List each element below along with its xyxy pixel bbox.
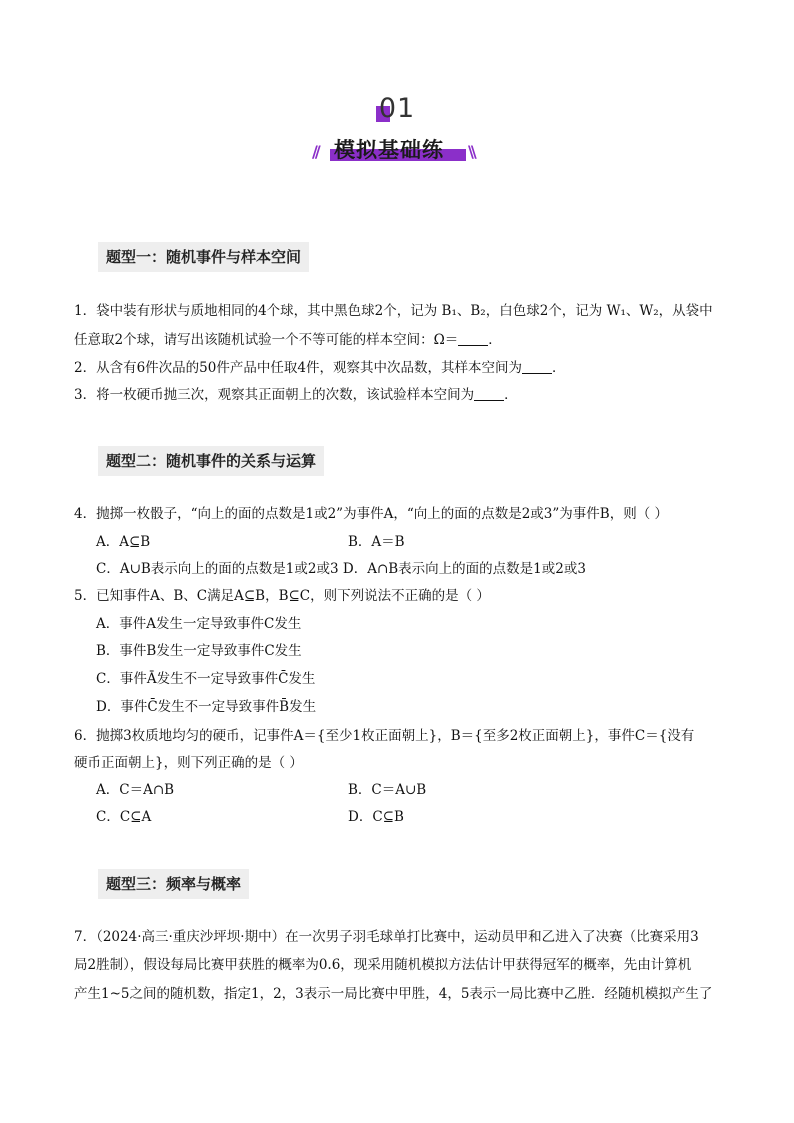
chapter-header bbox=[0, 92, 794, 128]
question-6-line-2: 硬币正面朝上}，则下列正确的是（ ） bbox=[74, 755, 303, 771]
question-2: 2．从含有6件次品的50件产品中任取4件，观察其中次品数，其样本空间为 ． bbox=[74, 360, 566, 376]
answer-blank bbox=[474, 386, 504, 401]
question-5-option-b: B．事件B发生一定导致事件C发生 bbox=[96, 643, 302, 659]
answer-blank bbox=[522, 359, 552, 374]
chapter-title: 模拟基础练 bbox=[334, 138, 444, 162]
question-4: 4．抛掷一枚骰子，“向上的面的点数是1或2”为事件A，“向上的面的点数是2或3”为事件B，则（ ） bbox=[74, 506, 669, 522]
question-5-option-c: C．事件Ā发生不一定导致事件C̄发生 bbox=[96, 671, 316, 687]
section-heading-3: 题型三：频率与概率 bbox=[98, 869, 249, 899]
question-4-option-a: A．A⊆B bbox=[96, 534, 151, 550]
question-7-line-2: 局2胜制），假设每局比赛甲获胜的概率为0.6，现采用随机模拟方法估计甲获得冠军的概率，先由计算机 bbox=[74, 957, 692, 973]
question-6-option-b: B．C＝A∪B bbox=[348, 782, 427, 798]
question-5-option-d: D．事件C̄发生不一定导致事件B̄发生 bbox=[96, 699, 317, 715]
question-6-line-1: 6．抛掷3枚质地均匀的硬币，记事件A＝{至少1枚正面朝上}，B＝{至多2枚正面朝上}，事件C＝{没有 bbox=[74, 728, 695, 744]
question-7-line-3: 产生1~5之间的随机数，指定1，2，3表示一局比赛中甲胜，4，5表示一局比赛中乙胜．经随机模拟产生了 bbox=[74, 986, 713, 1002]
question-4-options-cd: C．A∪B表示向上的面的点数是1或2或3 D．A∩B表示向上的面的点数是1或2或3 bbox=[96, 561, 586, 577]
question-1-line-2: 任意取2个球，请写出该随机试验一个不等可能的样本空间：Ω＝ ． bbox=[74, 332, 502, 348]
answer-blank bbox=[458, 331, 488, 346]
question-5-option-a: A．事件A发生一定导致事件C发生 bbox=[96, 616, 302, 632]
chapter-title-bar bbox=[312, 138, 476, 162]
chapter-number: 01 bbox=[379, 92, 415, 128]
section-heading-2: 题型二：随机事件的关系与运算 bbox=[98, 446, 324, 476]
question-1-line-1: 1．袋中装有形状与质地相同的4个球，其中黑色球2个，记为 B₁、B₂，白色球2个，记为 W₁、W₂，从袋中 bbox=[74, 303, 713, 319]
question-4-option-b: B．A＝B bbox=[348, 534, 405, 550]
section-heading-1: 题型一：随机事件与样本空间 bbox=[98, 242, 309, 272]
question-6-option-c: C．C⊆A bbox=[96, 809, 152, 825]
question-6-option-a: A．C＝A∩B bbox=[96, 782, 175, 798]
question-3: 3．将一枚硬币抛三次，观察其正面朝上的次数，该试验样本空间为 ． bbox=[74, 387, 518, 403]
slash-decoration-left: // bbox=[312, 142, 318, 161]
question-5: 5．已知事件A、B、C满足A⊆B，B⊆C，则下列说法不正确的是（ ） bbox=[74, 588, 490, 604]
question-6-option-d: D．C⊆B bbox=[348, 809, 404, 825]
slash-decoration-right: \\ bbox=[468, 142, 474, 161]
question-7-line-1: 7．（2024·高三·重庆沙坪坝·期中）在一次男子羽毛球单打比赛中，运动员甲和乙进入了决赛（比赛采用3 bbox=[74, 929, 699, 945]
